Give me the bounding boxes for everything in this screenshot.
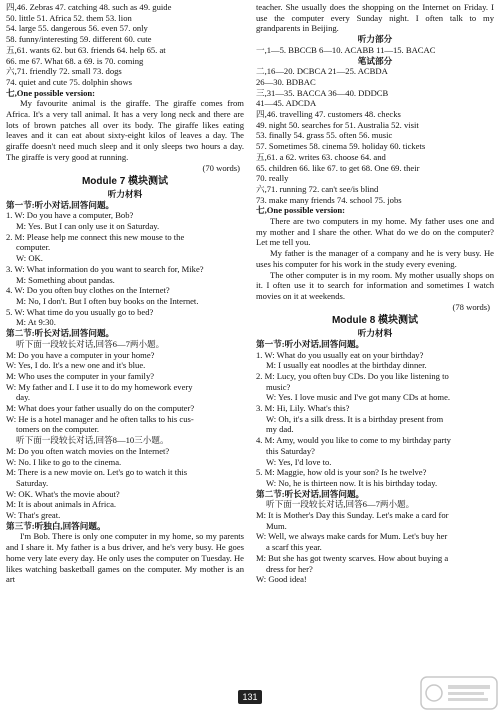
right-column-line: 七,One possible version: — [256, 205, 346, 216]
left-column-line: W: That's great. — [6, 510, 61, 521]
right-column-line: 73. make many friends 74. school 75. jobs — [256, 194, 402, 205]
right-column-line: 49. night 50. searches for 51. Australia 52. visit — [256, 119, 419, 130]
left-column-line: computer. — [16, 242, 51, 253]
left-column-line: 第三节:听独白,回答问题。 — [6, 520, 106, 531]
left-column-line: W: No. I like to go to the cinema. — [6, 456, 122, 467]
left-column-line: M: Do you have a computer in your home? — [6, 349, 155, 360]
right-column-line: 65. children 66. like 67. to get 68. One 69. their — [256, 162, 420, 173]
left-column-line: W: He is a hotel manager and he often talks to his cus- — [6, 413, 194, 424]
left-column-line: 4. W: Do you often buy clothes on the Internet? — [6, 285, 170, 296]
right-column-line: 第一节:听小对话,回答问题。 — [256, 338, 365, 349]
left-column-line: 听下面一段较长对话,回答6—7两小题。 — [16, 338, 165, 349]
left-column-line: W: OK. What's the movie about? — [6, 488, 120, 499]
right-column-line: 2. M: Lucy, you often buy CDs. Do you like listening to — [256, 370, 449, 381]
left-column-line: My favourite animal is the giraffe. The giraffe comes from Africa. It's a very tall animal. It has a very long neck and there are lots of brown patches all over its body. The giraffe likes eating leaves and it can eat about sixty-eight kilos of leaves a day. The giraffe doesn't need much sleep and it only sleeps two hours a day. The giraffe is very good at running. — [6, 98, 244, 162]
left-column-line: W: My father and I. I use it to do my homework every — [6, 381, 193, 392]
right-column-line: 57. Sometimes 58. cinema 59. holiday 60. tickets — [256, 141, 426, 152]
right-column-line: The other computer is in my room. My mother usually shops on it. I often use it to search for information and sometimes I watch movies on it at weekends. — [256, 269, 494, 301]
right-column-line: W: Yes. I love music and I've got many CDs at home. — [266, 392, 451, 403]
right-column-line: My father is the manager of a company and he is very busy. He uses his computer for his work in the study every evening. — [256, 248, 494, 269]
left-column-line: M: What does your father usually do on the computer? — [6, 403, 195, 414]
right-column-line: my dad. — [266, 424, 294, 435]
left-column-line: day. — [16, 392, 30, 403]
left-column-line: Saturday. — [16, 477, 49, 488]
left-column-line: 听力材料 — [107, 188, 143, 199]
right-column-line: 二,16—20. DCBCA 21—25. ACBDA — [256, 66, 388, 77]
left-column-line: M: Something about pandas. — [16, 274, 115, 285]
left-column-line: M: At 9:30. — [16, 317, 56, 328]
page-number: 131 — [238, 690, 262, 704]
watermark-logo-icon — [420, 676, 498, 710]
right-column-line: 5. M: Maggie, how old is your son? Is he twelve? — [256, 467, 427, 478]
right-column-line: 六,71. running 72. can't see/is blind — [256, 183, 379, 194]
left-column-line: 50. little 51. Africa 52. them 53. lion — [6, 12, 132, 23]
left-column-line: 1. W: Do you have a computer, Bob? — [6, 210, 134, 221]
right-column-line: There are two computers in my home. My father uses one and my mother and I share the other. What do we do on the computer? Let me tell you. — [256, 216, 494, 248]
right-column-line: 五,61. a 62. writes 63. choose 64. and — [256, 151, 386, 162]
left-column-line: 五,61. wants 62. but 63. friends 64. help 65. at — [6, 44, 166, 55]
right-column-line: Module 8 模块测试 — [331, 315, 419, 327]
left-column — [6, 2, 244, 585]
left-column-line: 74. quiet and cute 75. dolphin shows — [6, 76, 133, 87]
right-column-line: W: Oh, it's a silk dress. It is a birthday present from — [266, 413, 444, 424]
left-column-line: 5. W: What time do you usually go to bed? — [6, 306, 154, 317]
right-column-line: 41—45. ADCDA — [256, 98, 317, 109]
right-column-line: 1. W: What do you usually eat on your birthday? — [256, 349, 424, 360]
right-column-line: W: Well, we always make cards for Mum. Let's buy her — [256, 531, 448, 542]
right-column-line: music? — [266, 381, 291, 392]
right-column-line: 四,46. travelling 47. customers 48. checks — [256, 109, 401, 120]
left-column-line: 58. funny/interesting 59. different 60. cute — [6, 34, 152, 45]
right-column-line: this Saturday? — [266, 445, 315, 456]
left-column-line: tomers on the computer. — [16, 424, 100, 435]
left-column-line: M: Do you often watch movies on the Internet? — [6, 445, 170, 456]
left-column-line: 2. M: Please help me connect this new mouse to the — [6, 231, 185, 242]
right-column-line: Mum. — [266, 520, 287, 531]
left-column-line: W: Yes, I do. It's a new one and it's blue. — [6, 360, 146, 371]
left-column-line: Module 7 模块测试 — [81, 176, 169, 188]
right-column-line: 4. M: Amy, would you like to come to my birthday party — [256, 435, 451, 446]
left-column-line: I'm Bob. There is only one computer in my home, so my parents and I share it. My father is a bus driver, and he's very busy. He goes home very late every day. He only uses the computer on Tuesday. He likes watching basketball games on the computer. My mother is an art — [6, 531, 244, 585]
left-column-line: M: Who uses the computer in your family? — [6, 370, 155, 381]
right-column — [256, 2, 494, 585]
right-column-line: M: I usually eat noodles at the birthday dinner. — [266, 360, 427, 371]
left-column-line: 第二节:听长对话,回答问题。 — [6, 328, 115, 339]
left-column-line: 六,71. friendly 72. small 73. dogs — [6, 66, 122, 77]
left-column-line: W: OK. — [16, 253, 43, 264]
right-column-line: 听下面一段较长对话,回答6—7两小题。 — [266, 499, 415, 510]
right-column-line: teacher. She usually does the shopping on the Internet on Friday. I use the computer every Sunday night. I often talk to my grandparents in Beijing. — [256, 2, 494, 34]
right-column-line: (78 words) — [452, 301, 490, 312]
right-column-line: M: But she has got twenty scarves. How about buying a — [256, 552, 449, 563]
right-column-line: 一,1—5. BBCCB 6—10. ACABB 11—15. BACAC — [256, 44, 436, 55]
right-column-line: 笔试部分 — [357, 55, 393, 66]
right-column-line: dress for her? — [266, 563, 313, 574]
left-column-line: 54. large 55. dangerous 56. even 57. only — [6, 23, 148, 34]
left-column-line: 66. me 67. What 68. a 69. is 70. coming — [6, 55, 144, 66]
left-column-line: 四,46. Zebras 47. catching 48. such as 49. guide — [6, 2, 172, 12]
right-column-line: 3. M: Hi, Lily. What's this? — [256, 403, 350, 414]
left-column-line: M: It is about animals in Africa. — [6, 499, 117, 510]
right-column-line: 听力材料 — [357, 328, 393, 339]
left-column-line: 第一节:听小对话,回答问题。 — [6, 199, 115, 210]
left-column-line: M: There is a new movie on. Let's go to watch it this — [6, 467, 188, 478]
left-column-line: M: Yes. But I can only use it on Saturday. — [16, 221, 160, 232]
left-column-line: 七,One possible version: — [6, 87, 96, 98]
right-column-line: W: Yes, I'd love to. — [266, 456, 332, 467]
right-column-line: 26—30. BDBAC — [256, 76, 316, 87]
right-column-line: a scarf this year. — [266, 542, 322, 553]
left-column-line: 听下面一段较长对话,回答8—10三小题。 — [16, 435, 169, 446]
right-column-line: W: No, he is thirteen now. It is his birthday today. — [266, 477, 438, 488]
right-column-line: 70. really — [256, 173, 289, 184]
right-column-line: M: It is Mother's Day this Sunday. Let's make a card for — [256, 510, 449, 521]
right-column-line: 53. finally 54. grass 55. often 56. music — [256, 130, 393, 141]
left-column-line: M: No, I don't. But I often buy books on the Internet. — [16, 295, 199, 306]
right-column-line: 第二节:听长对话,回答问题。 — [256, 488, 365, 499]
right-column-line: 听力部分 — [357, 34, 393, 45]
left-column-line: (70 words) — [202, 162, 240, 173]
right-column-line: 三,31—35. BACCA 36—40. DDDCB — [256, 87, 389, 98]
right-column-line: W: Good idea! — [256, 574, 307, 585]
left-column-line: 3. W: What information do you want to search for, Mike? — [6, 263, 204, 274]
